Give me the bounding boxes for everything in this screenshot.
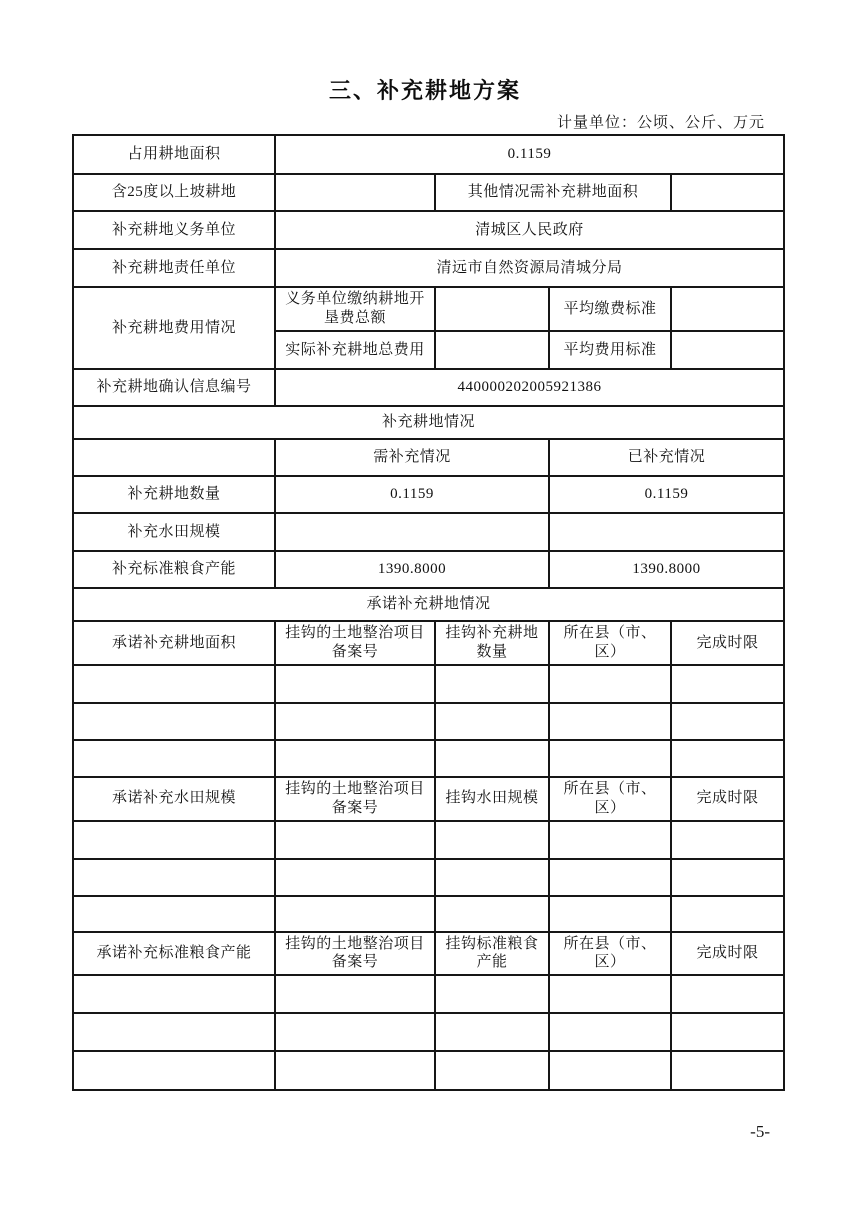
fee-item-label: 实际补充耕地总费用 — [275, 331, 435, 369]
empty-cell — [549, 975, 671, 1013]
obligation-unit-label: 补充耕地义务单位 — [73, 211, 275, 249]
commitment-section-header: 承诺补充耕地情况 — [73, 588, 784, 621]
col-done-header: 已补充情况 — [549, 439, 784, 476]
confirm-no-value: 440000202005921386 — [275, 369, 784, 406]
slope25-value — [275, 174, 435, 211]
commit-grain-label: 承诺补充标准粮食产能 — [73, 932, 275, 976]
empty-cell — [73, 821, 275, 859]
table-row — [73, 439, 784, 476]
table-row — [73, 896, 784, 932]
empty-cell — [275, 975, 435, 1013]
fee-item-value — [435, 331, 549, 369]
empty-cell — [435, 665, 549, 703]
empty-cell — [73, 859, 275, 896]
empty-cell — [275, 821, 435, 859]
empty-cell — [435, 975, 549, 1013]
empty-cell — [549, 859, 671, 896]
empty-cell — [73, 665, 275, 703]
commit-area-col3: 挂钩补充耕地数量 — [435, 621, 549, 665]
fees-label: 补充耕地费用情况 — [73, 287, 275, 369]
supplement-qty-need: 0.1159 — [275, 476, 549, 513]
empty-cell — [549, 703, 671, 740]
commit-paddy-col3: 挂钩水田规模 — [435, 777, 549, 821]
empty-cell — [671, 821, 784, 859]
empty-cell — [73, 1051, 275, 1090]
fee-std-label: 平均费用标准 — [549, 331, 671, 369]
table-row — [73, 1013, 784, 1051]
paddy-scale-need — [275, 513, 549, 551]
table-row — [73, 975, 784, 1013]
other-area-value — [671, 174, 784, 211]
table-row — [73, 932, 784, 976]
table-row — [73, 821, 784, 859]
paddy-scale-done — [549, 513, 784, 551]
grain-capacity-done: 1390.8000 — [549, 551, 784, 588]
table-row — [73, 174, 784, 211]
empty-cell — [435, 740, 549, 777]
empty-cell — [671, 1051, 784, 1090]
empty-cell — [73, 896, 275, 932]
empty-cell — [671, 859, 784, 896]
empty-cell — [549, 665, 671, 703]
commit-grain-col4: 所在县（市、区） — [549, 932, 671, 976]
table-row — [73, 287, 784, 331]
fee-item-label: 义务单位缴纳耕地开垦费总额 — [275, 287, 435, 331]
table-row — [73, 740, 784, 777]
slope25-label: 含25度以上坡耕地 — [73, 174, 275, 211]
commit-paddy-col2: 挂钩的土地整治项目备案号 — [275, 777, 435, 821]
table-row — [73, 249, 784, 287]
empty-cell — [73, 439, 275, 476]
paddy-scale-label: 补充水田规模 — [73, 513, 275, 551]
empty-cell — [435, 1051, 549, 1090]
responsible-unit-label: 补充耕地责任单位 — [73, 249, 275, 287]
empty-cell — [73, 740, 275, 777]
commit-paddy-col5: 完成时限 — [671, 777, 784, 821]
commit-area-col5: 完成时限 — [671, 621, 784, 665]
empty-cell — [549, 740, 671, 777]
table-row — [73, 513, 784, 551]
occupied-area-label: 占用耕地面积 — [73, 135, 275, 174]
commit-grain-col5: 完成时限 — [671, 932, 784, 976]
table-row — [73, 476, 784, 513]
empty-cell — [275, 859, 435, 896]
table-row — [73, 665, 784, 703]
empty-cell — [275, 703, 435, 740]
empty-cell — [275, 896, 435, 932]
commit-area-col4: 所在县（市、区） — [549, 621, 671, 665]
empty-cell — [275, 1013, 435, 1051]
table-row — [73, 703, 784, 740]
supplement-land-plan-table — [72, 134, 785, 1091]
empty-cell — [73, 975, 275, 1013]
page-title: 三、补充耕地方案 — [328, 78, 521, 103]
unit-note: 计量单位：公顷、公斤、万元 — [556, 115, 765, 131]
table-row — [73, 777, 784, 821]
empty-cell — [671, 896, 784, 932]
obligation-unit-value: 清城区人民政府 — [275, 211, 784, 249]
empty-cell — [435, 1013, 549, 1051]
supplement-qty-label: 补充耕地数量 — [73, 476, 275, 513]
empty-cell — [549, 821, 671, 859]
commit-paddy-label: 承诺补充水田规模 — [73, 777, 275, 821]
responsible-unit-value: 清远市自然资源局清城分局 — [275, 249, 784, 287]
col-need-header: 需补充情况 — [275, 439, 549, 476]
supplement-section-header: 补充耕地情况 — [73, 406, 784, 439]
empty-cell — [275, 665, 435, 703]
commit-area-col2: 挂钩的土地整治项目备案号 — [275, 621, 435, 665]
empty-cell — [275, 1051, 435, 1090]
empty-cell — [671, 975, 784, 1013]
occupied-area-value: 0.1159 — [275, 135, 784, 174]
fee-std-value — [671, 331, 784, 369]
table-row — [73, 135, 784, 174]
other-area-label: 其他情况需补充耕地面积 — [435, 174, 671, 211]
grain-capacity-label: 补充标准粮食产能 — [73, 551, 275, 588]
grain-capacity-need: 1390.8000 — [275, 551, 549, 588]
commit-paddy-col4: 所在县（市、区） — [549, 777, 671, 821]
empty-cell — [275, 740, 435, 777]
confirm-no-label: 补充耕地确认信息编号 — [73, 369, 275, 406]
fee-item-value — [435, 287, 549, 331]
page-number: -5- — [750, 1122, 770, 1141]
fee-std-value — [671, 287, 784, 331]
commit-grain-col3: 挂钩标准粮食产能 — [435, 932, 549, 976]
supplement-qty-done: 0.1159 — [549, 476, 784, 513]
table-row — [73, 588, 784, 621]
table-row — [73, 551, 784, 588]
empty-cell — [671, 1013, 784, 1051]
table-row — [73, 211, 784, 249]
empty-cell — [73, 1013, 275, 1051]
empty-cell — [435, 859, 549, 896]
empty-cell — [671, 665, 784, 703]
commit-grain-col2: 挂钩的土地整治项目备案号 — [275, 932, 435, 976]
table-row — [73, 859, 784, 896]
empty-cell — [671, 740, 784, 777]
table-row — [73, 406, 784, 439]
empty-cell — [435, 896, 549, 932]
empty-cell — [435, 703, 549, 740]
table-row — [73, 1051, 784, 1090]
empty-cell — [549, 1051, 671, 1090]
empty-cell — [671, 703, 784, 740]
empty-cell — [549, 1013, 671, 1051]
commit-area-label: 承诺补充耕地面积 — [73, 621, 275, 665]
table-row — [73, 621, 784, 665]
empty-cell — [549, 896, 671, 932]
empty-cell — [73, 703, 275, 740]
empty-cell — [435, 821, 549, 859]
table-row — [73, 369, 784, 406]
fee-std-label: 平均缴费标准 — [549, 287, 671, 331]
